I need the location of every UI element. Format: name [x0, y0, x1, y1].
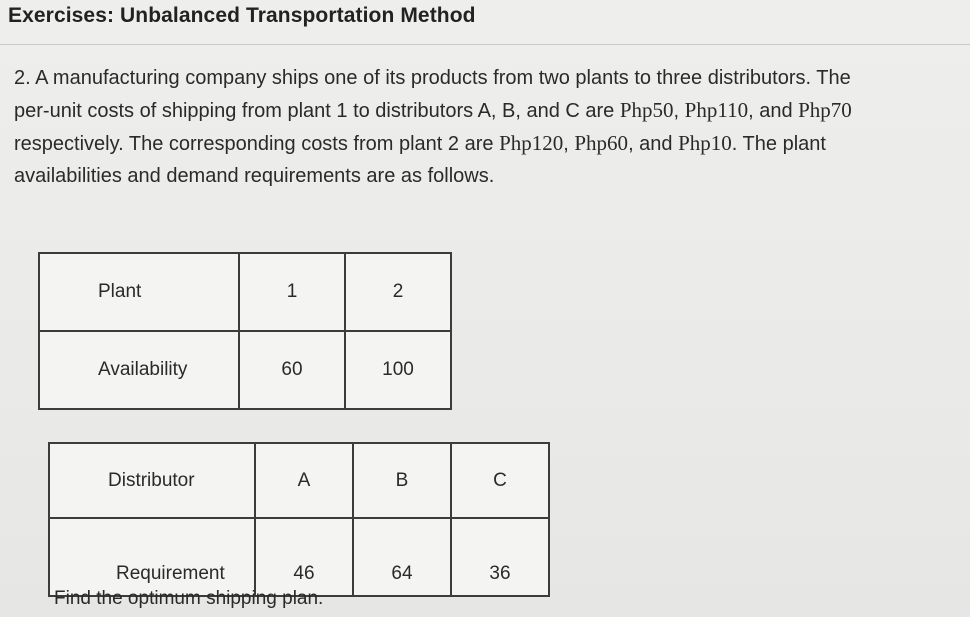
distributor-requirement-table: [48, 442, 550, 597]
problem-line-2-text: per-unit costs of shipping from plant 1 to distributors A, B, and C are: [14, 100, 620, 122]
requirement-b-cell: 64: [353, 518, 451, 596]
problem-line-2: [14, 94, 966, 127]
cost-plant1-a: Php50: [619, 98, 674, 122]
cost-plant2-c: Php10: [678, 131, 732, 155]
separator: , and: [628, 133, 679, 155]
table-row: [49, 518, 549, 596]
requirement-c-cell: 36: [451, 518, 549, 596]
availability-plant-2-cell: 100: [345, 331, 451, 409]
separator: ,: [563, 133, 575, 155]
problem-line-4: availabilities and demand requirements are as follows.: [14, 165, 495, 187]
cost-plant2-a: Php120: [499, 131, 564, 155]
availability-plant-1-cell: 60: [239, 331, 345, 409]
cost-plant1-b: Php110: [684, 98, 749, 122]
table-row: [49, 443, 549, 518]
problem-line-3-tail: . The plant: [731, 133, 826, 155]
cost-plant1-c: Php70: [798, 98, 852, 122]
availability-label-cell: Availability: [39, 331, 239, 409]
separator: , and: [748, 100, 799, 122]
plant-header-cell: Plant: [39, 253, 239, 331]
requirement-label-cell: Requirement: [49, 518, 255, 596]
cost-plant2-b: Php60: [574, 131, 629, 155]
requirement-a-cell: 46: [255, 518, 353, 596]
header-divider: [0, 44, 970, 45]
problem-line-1: 2. A manufacturing company ships one of its products from two plants to three distributors. The: [14, 67, 851, 89]
page-title: Exercises: Unbalanced Transportation Method: [8, 4, 476, 27]
plant-2-cell: 2: [345, 253, 451, 331]
distributor-a-cell: A: [255, 443, 353, 518]
distributor-c-cell: C: [451, 443, 549, 518]
problem-line-3: [14, 127, 966, 160]
problem-statement: [14, 62, 966, 192]
table-row: [39, 331, 451, 409]
distributor-b-cell: B: [353, 443, 451, 518]
table-row: [39, 253, 451, 331]
plant-availability-table: [38, 252, 452, 410]
plant-1-cell: 1: [239, 253, 345, 331]
separator: ,: [673, 100, 685, 122]
distributor-header-cell: Distributor: [49, 443, 255, 518]
problem-line-3-text: respectively. The corresponding costs from plant 2 are: [14, 133, 500, 155]
question-text: Find the optimum shipping plan.: [54, 588, 324, 609]
